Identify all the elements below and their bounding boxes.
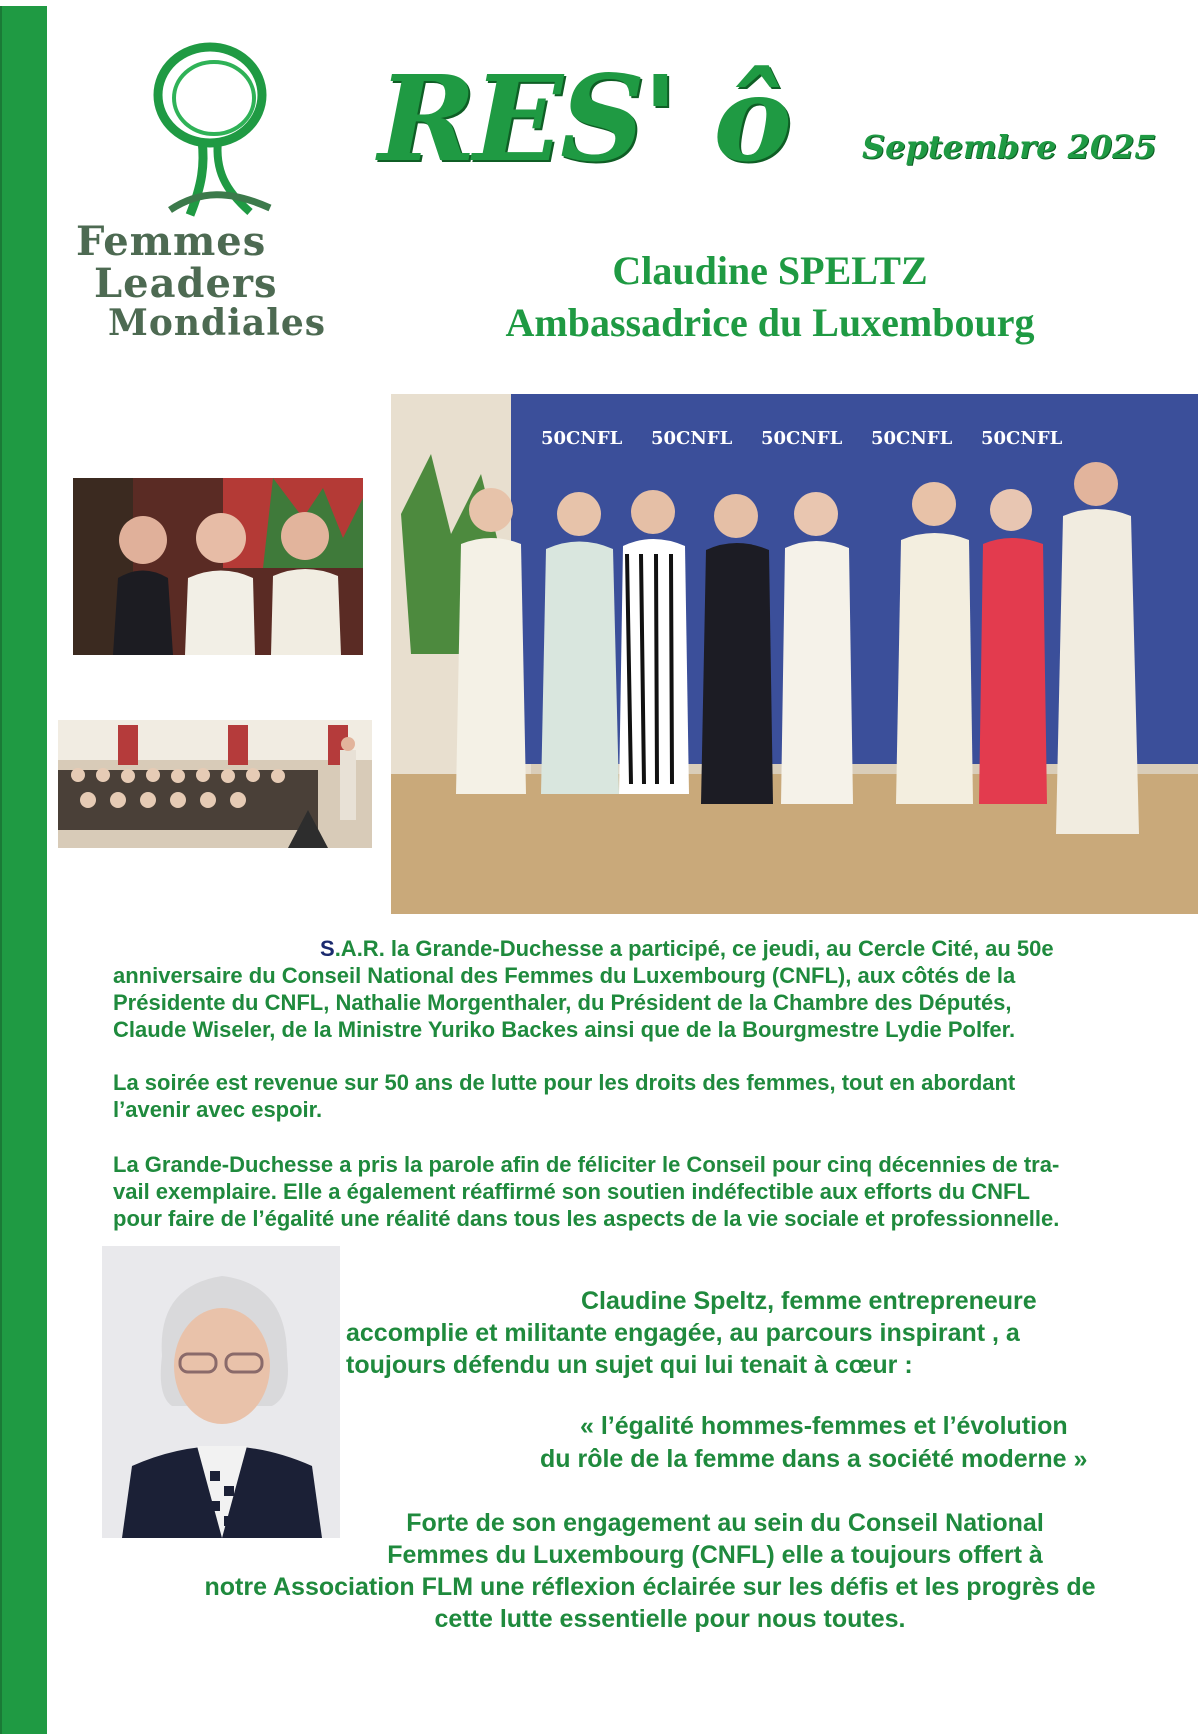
article-paragraph-2	[113, 1069, 1173, 1123]
issue-date: Septembre 2025	[862, 128, 1157, 166]
photo-audience	[58, 720, 372, 848]
article-p1-line2: anniversaire du Conseil National des Femmes du Luxembourg (CNFL), aux côtés de la	[113, 963, 1016, 988]
profile-line3: toujours défendu un sujet qui lui tenait à cœur :	[346, 1351, 913, 1379]
svg-text:50CNFL: 50CNFL	[981, 428, 1063, 449]
closing-line3: notre Association FLM une réflexion éclairée sur les défis et les progrès de	[204, 1573, 1096, 1601]
article-paragraph-3	[113, 1151, 1183, 1232]
headline-name: Claudine SPELTZ	[612, 248, 928, 293]
portrait-claudine-speltz	[102, 1246, 340, 1538]
drop-letter: S	[320, 936, 335, 961]
quote-line2: du rôle de la femme dans a société moderne »	[540, 1445, 1088, 1473]
profile-closing	[120, 1507, 1180, 1635]
svg-text:50CNFL: 50CNFL	[541, 428, 623, 449]
closing-line2: Femmes du Luxembourg (CNFL) elle a toujours offert à	[387, 1541, 1043, 1569]
article-p2-line1: La soirée est revenue sur 50 ans de lutte pour les droits des femmes, tout en abordant	[113, 1070, 1016, 1095]
article-p2-line2: l’avenir avec espoir.	[113, 1097, 323, 1122]
article-p1-line3: Présidente du CNFL, Nathalie Morgenthaler, du Président de la Chambre des Députés,	[113, 990, 1012, 1015]
article-p3-line1: La Grande-Duchesse a pris la parole afin de féliciter le Conseil pour cinq décennies de tra-	[113, 1152, 1060, 1177]
quote-line1: « l’égalité hommes-femmes et l’évolution	[580, 1412, 1068, 1440]
article-p3-line3: pour faire de l’égalité une réalité dans tous les aspects de la vie sociale et professionnelle.	[113, 1206, 1060, 1231]
svg-text:50CNFL: 50CNFL	[651, 428, 733, 449]
article-paragraph-1	[113, 935, 1173, 1043]
photo-group-cnfl	[391, 394, 1198, 914]
profile-line1: Claudine Speltz, femme entrepreneure	[581, 1287, 1037, 1315]
profile-quote	[540, 1410, 1190, 1476]
article-p1-line4: Claude Wiseler, de la Ministre Yuriko Backes ainsi que de la Bourgmestre Lydie Polfer.	[113, 1017, 1016, 1042]
article-p3-line2: vail exemplaire. Elle a également réaffirmé son soutien indéfectible aux efforts du CNFL	[113, 1179, 1030, 1204]
banner-logos	[541, 428, 1063, 449]
green-sidebar-band	[0, 6, 47, 1734]
closing-line1: Forte de son engagement au sein du Conseil National	[406, 1509, 1044, 1537]
profile-intro	[346, 1285, 1176, 1381]
svg-text:50CNFL: 50CNFL	[761, 428, 843, 449]
logo-line-mondiales: Mondiales	[108, 302, 327, 344]
flm-logo	[60, 40, 360, 350]
article-p1-line1: .A.R. la Grande-Duchesse a participé, ce jeudi, au Cercle Cité, au 50e	[334, 936, 1054, 961]
headline	[400, 245, 1140, 349]
photo-trio	[73, 478, 363, 655]
logo-line-femmes: Femmes	[76, 218, 267, 265]
tree-emblem-icon	[110, 40, 310, 220]
masthead-title: RES' ô	[378, 49, 790, 188]
profile-line2: accomplie et militante engagée, au parcours inspirant , a	[346, 1319, 1020, 1347]
svg-text:50CNFL: 50CNFL	[871, 428, 953, 449]
closing-line4: cette lutte essentielle pour nous toutes.	[434, 1605, 906, 1633]
logo-line-leaders: Leaders	[94, 260, 278, 307]
headline-role: Ambassadrice du Luxembourg	[505, 300, 1035, 345]
